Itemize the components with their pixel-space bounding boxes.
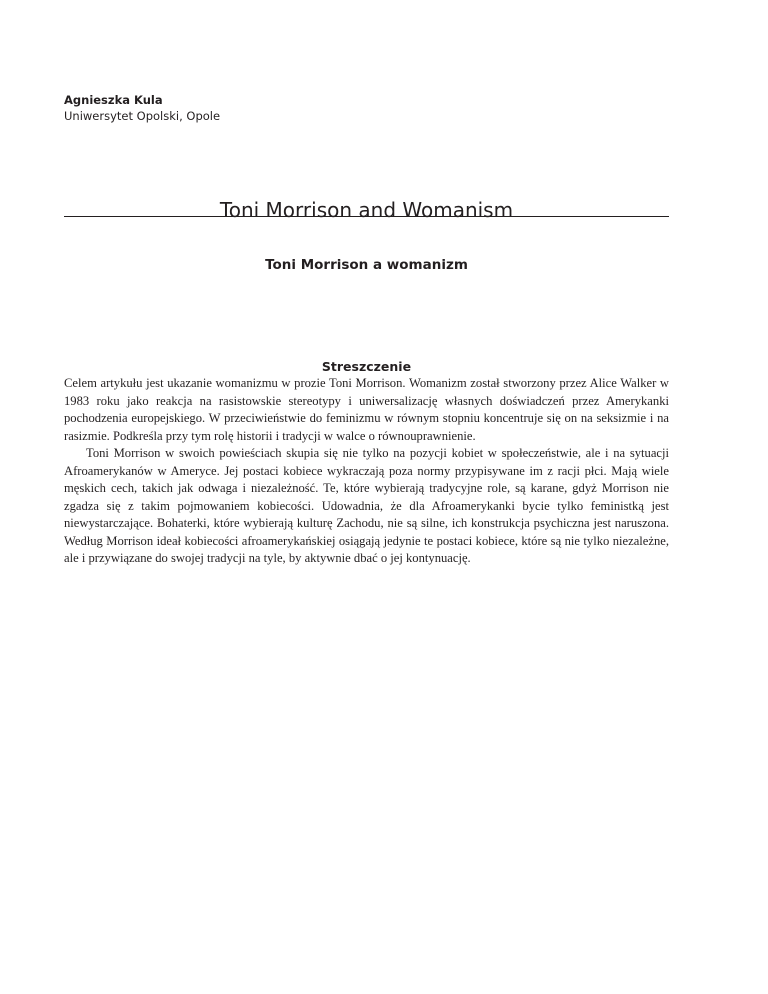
author-block	[64, 92, 220, 124]
article-subtitle: Toni Morrison a womanizm	[265, 257, 468, 274]
author-name: Agnieszka Kula	[64, 93, 163, 107]
abstract-paragraph-2: Toni Morrison w swoich powieściach skupia się nie tylko na pozycji kobiet w społeczeństwie, ale i na sytuacji Afroamerykanów w Ameryce. Jej postaci kobiece wykraczają poza normy przypisywane im z racji płci. Mają wiele męskich cech, takich jak odwaga i niezależność. Te, które wybierają tradycyjne role, są karane, gdyż Morrison nie zgadza się z takim pojmowaniem kobiecości. Udowadnia, że dla Afroamerykanki bycie tylko feministką jest niewystarczające. Bohaterki, które wybierają kulturę Zachodu, nie są silne, ich konstrukcja psychiczna jest naruszona. Według Morrison ideał kobiecości afroamerykańskiej osiągają jedynie te postaci kobiece, które są nie tylko niezależne, ale i przywiązane do swojej tradycji na tyle, by aktywnie dbać o jej kontynuację.	[64, 446, 669, 565]
abstract-paragraph-1: Celem artykułu jest ukazanie womanizmu w prozie Toni Morrison. Womanizm został stworzony przez Alice Walker w 1983 roku jako reakcja na rasistowskie stereotypy i uniwersalizację własnych doświadczeń przez Amerykanki pochodzenia europejskiego. W przeciwieństwie do feminizmu w równym stopniu koncentruje się on na seksizmie i na rasizmie. Podkreśla przy tym rolę historii i tradycji w walce o równouprawnienie.	[64, 376, 669, 443]
abstract-heading: Streszczenie	[321, 358, 412, 374]
author-affiliation: Uniwersytet Opolski, Opole	[64, 109, 221, 123]
title-divider	[64, 216, 669, 217]
abstract-body	[64, 375, 669, 568]
article-title: Toni Morrison and Womanism	[219, 198, 514, 223]
